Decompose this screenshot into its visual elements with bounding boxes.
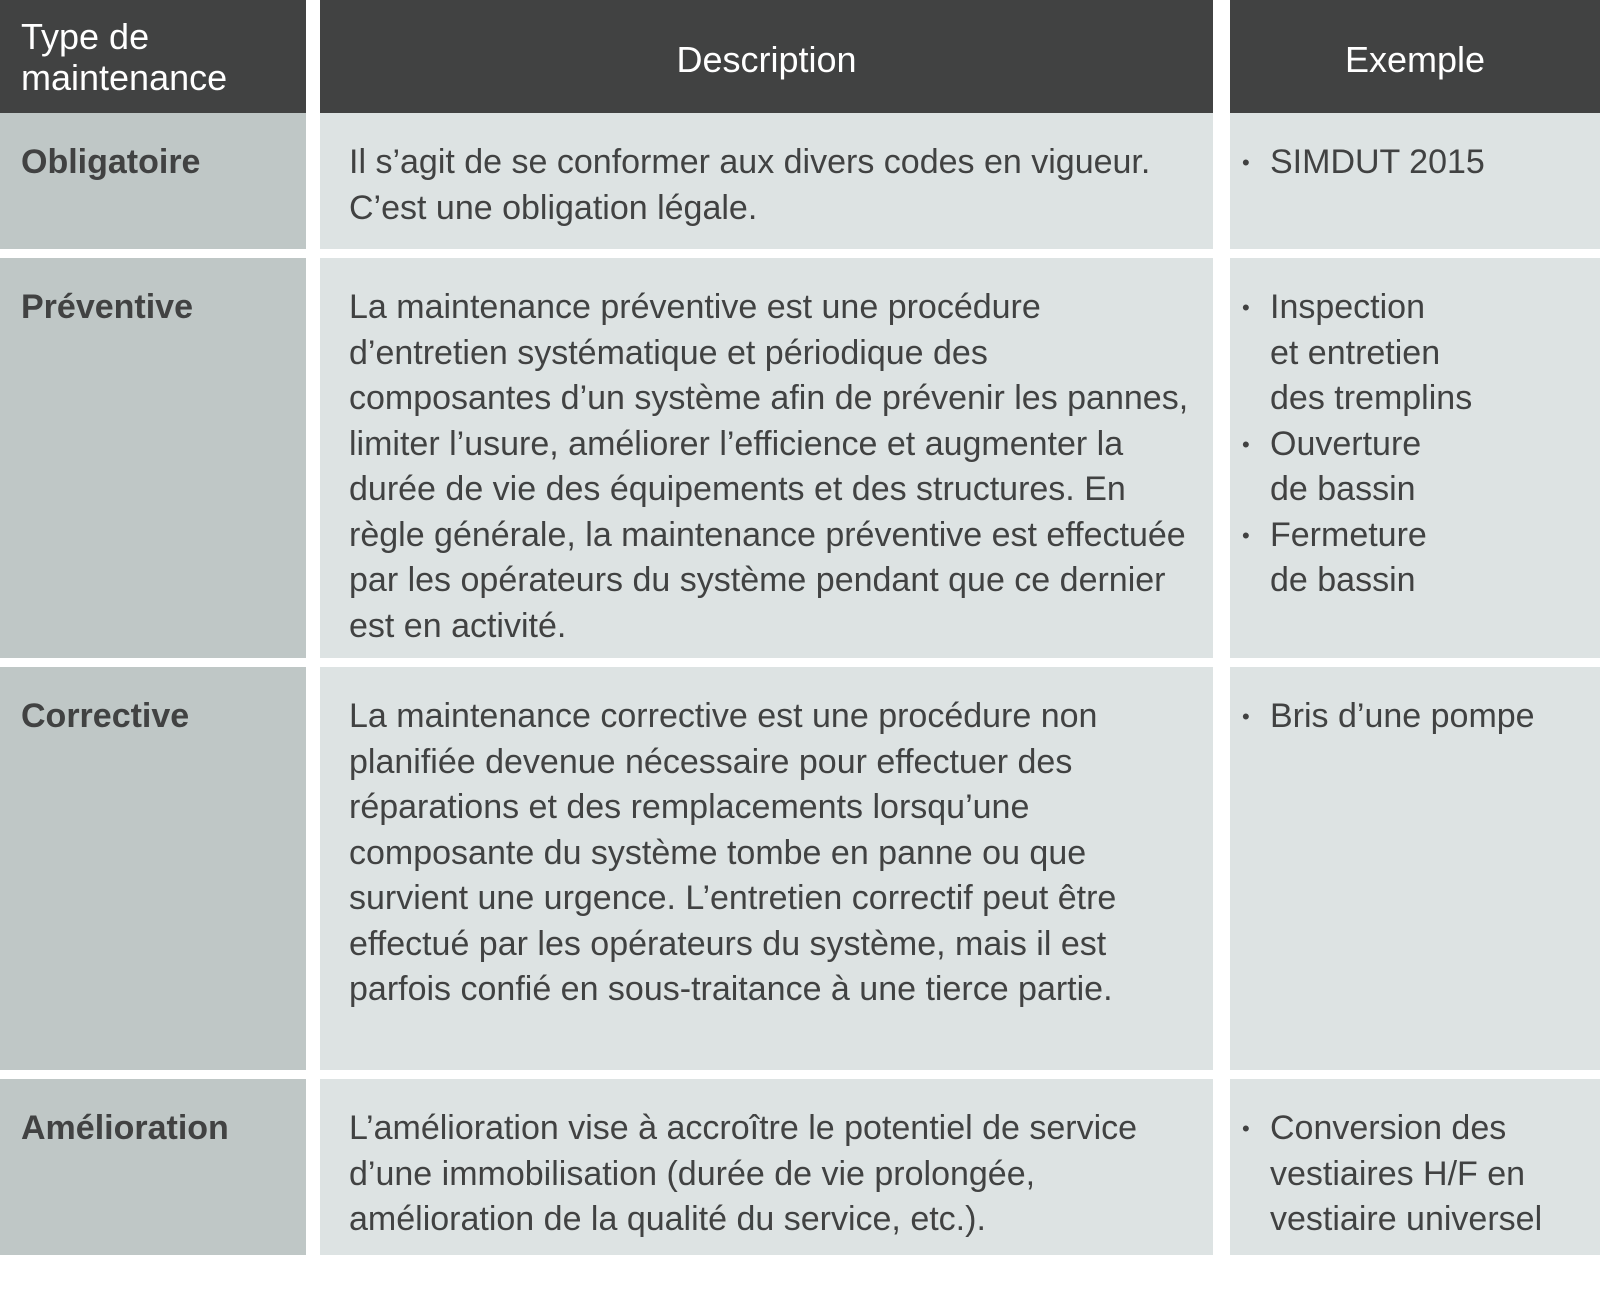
row-type-cell xyxy=(0,667,306,1070)
list-item xyxy=(1240,140,1590,186)
bullet-icon: • xyxy=(1242,704,1250,729)
bullet-icon: • xyxy=(1242,431,1250,457)
row-description-text: La maintenance corrective est une procédure non planifiée devenue nécessaire pour effectuer des réparations et des remplacements lorsqu’une composante du système tombe en panne ou que survient une urgence. L’entretien correctif peut être effectué par les opérateurs du système, mais il est parfois confié en sous-traitance à une tierce partie. xyxy=(349,697,1117,1008)
example-text: Fermeture xyxy=(1270,515,1427,554)
header-example-cell xyxy=(1230,0,1600,113)
example-text: des tremplins xyxy=(1270,379,1473,417)
bullet-icon: • xyxy=(1242,1116,1250,1141)
example-list xyxy=(1240,140,1590,186)
row-description-text: L’amélioration vise à accroître le potentiel de service d’une immobilisation (durée de vie prolongée, amélioration de la qualité du service, etc.). xyxy=(349,1109,1138,1238)
row-type-label: Corrective xyxy=(21,697,190,735)
bullet-icon: • xyxy=(1242,295,1250,320)
example-text: et entretien xyxy=(1270,333,1441,372)
example-list xyxy=(1240,1106,1590,1243)
row-type-label: Préventive xyxy=(21,288,193,326)
header-type-label: Type de maintenance xyxy=(21,16,228,98)
row-description-cell xyxy=(320,113,1213,249)
row-type-cell xyxy=(0,258,306,658)
example-text: Conversion des xyxy=(1270,1109,1507,1147)
example-list xyxy=(1240,285,1590,604)
list-item xyxy=(1240,513,1590,604)
example-list xyxy=(1240,694,1590,740)
example-text: SIMDUT 2015 xyxy=(1270,143,1485,181)
row-description-cell xyxy=(320,258,1213,658)
row-description-text: La maintenance préventive est une procédure d’entretien systématique et périodique des composantes d’un système afin de prévenir les pannes, limiter l’usure, améliorer l’efficience et augmenter la durée de vie des équipements et des structures. En règle générale, la maintenance préventive est effectuée par les opérateurs du système pendant que ce dernier est en activité. xyxy=(349,288,1189,645)
header-description-label: Description xyxy=(676,38,857,80)
row-description-text: Il s’agit de se conformer aux divers codes en vigueur. C’est une obligation légale. xyxy=(349,143,1151,227)
header-example-label: Exemple xyxy=(1344,38,1486,80)
list-item xyxy=(1240,694,1590,740)
list-item xyxy=(1240,285,1590,422)
row-description-cell xyxy=(320,667,1213,1070)
row-type-label: Obligatoire xyxy=(21,143,201,181)
example-text: Bris d’une pompe xyxy=(1270,697,1535,735)
example-text: Ouverture xyxy=(1270,424,1422,463)
row-type-label: Amélioration xyxy=(21,1109,229,1147)
row-type-cell xyxy=(0,1079,306,1255)
list-item xyxy=(1240,1106,1590,1243)
row-example-cell xyxy=(1230,667,1600,1070)
example-text: de bassin xyxy=(1270,470,1416,508)
example-text: vestiaire universel xyxy=(1270,1200,1543,1238)
row-description-cell xyxy=(320,1079,1213,1255)
example-text: vestiaires H/F en xyxy=(1270,1154,1526,1193)
row-example-cell xyxy=(1230,113,1600,249)
example-text: de bassin xyxy=(1270,561,1416,599)
row-type-cell xyxy=(0,113,306,249)
row-example-cell xyxy=(1230,1079,1600,1255)
bullet-icon: • xyxy=(1242,150,1250,175)
header-description-cell xyxy=(320,0,1213,113)
header-type-cell xyxy=(0,0,306,113)
list-item xyxy=(1240,422,1590,513)
row-example-cell xyxy=(1230,258,1600,658)
bullet-icon: • xyxy=(1242,522,1250,548)
example-text: Inspection xyxy=(1270,288,1425,326)
